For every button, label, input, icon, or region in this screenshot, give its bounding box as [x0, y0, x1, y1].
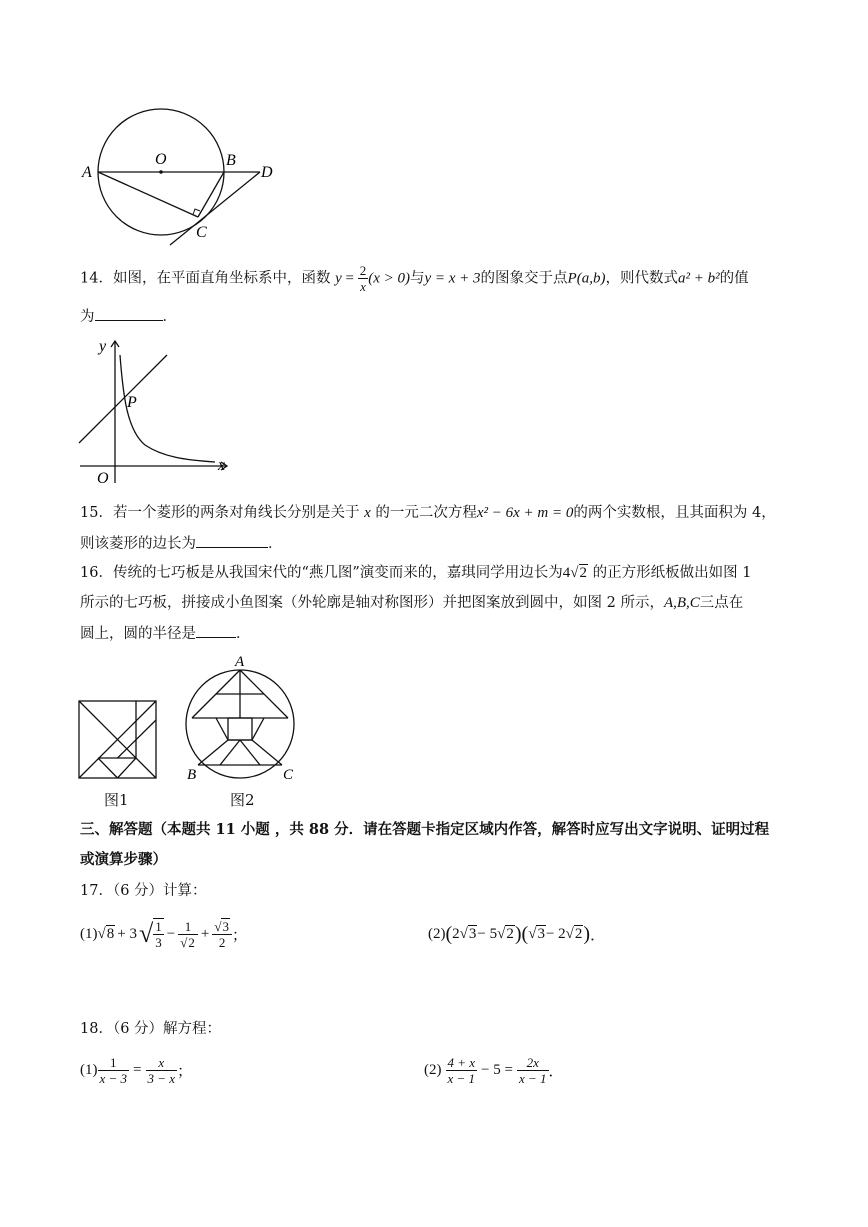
section3-line1: 三、解答题（本题共 11 小题 ，共 88 分．请在答题卡指定区域内作答，解答时应写出文字说明、证明过程	[80, 821, 770, 838]
q14-label-y: y	[99, 338, 107, 355]
q15-equation: x² − 6x + m = 0	[476, 505, 574, 521]
label-D: D	[261, 164, 273, 181]
q16-fig2-caption: 图2	[230, 791, 255, 809]
q14-label-O: O	[97, 470, 109, 487]
q14-number: 14．	[80, 270, 113, 287]
q14-label-P: P	[127, 394, 137, 411]
q15-var: x	[364, 505, 371, 521]
q15-text-a: 若一个菱形的两条对角线长分别是关于	[112, 505, 360, 521]
q17-number: 17．	[80, 883, 113, 899]
q14-expr: a² + b²	[677, 270, 720, 287]
q16-figure2	[180, 652, 300, 784]
q14-text-e: 的值	[719, 270, 749, 287]
q16-label-A: A	[235, 654, 245, 670]
q16-figure1	[76, 698, 160, 782]
q18-title	[80, 1019, 221, 1039]
q14-text-d: ，则代数式	[605, 270, 678, 287]
q14-figure	[75, 335, 240, 490]
q18-part2: (2) $\frac{4 + x}{x - 1}$ − 5 = $\frac{2x}{x - 1}$ ．	[424, 1054, 564, 1086]
q14-f2: y = x + 3	[424, 270, 481, 287]
q16-text-a: 传统的七巧板是从我国宋代的“燕几图”演变而来的，嘉琪同学用边长为	[112, 565, 563, 581]
q16-fig1-caption: 图1	[104, 791, 129, 809]
q14-point: P(a,b)	[567, 270, 606, 287]
label-O: O	[155, 151, 167, 168]
q14-f1-lhs: y	[335, 270, 342, 287]
q16-points: A,B,C	[663, 595, 700, 611]
q15-text-b: 的一元二次方程	[375, 505, 477, 521]
label-B: B	[226, 152, 236, 169]
q14-line1: 14．如图，在平面直角坐标系中，函数 y = $\frac{2}{x}$ (x > 0)与y = x + 3的图象交于点P(a,b)，则代数式a² + b²的值	[80, 263, 749, 294]
label-C: C	[196, 224, 207, 241]
q16-line2-text: 所示的七巧板，拼接成小鱼图案（外轮廓是轴对称图形）并把图案放到圆中，如图 2 所示，	[80, 595, 664, 611]
q14-text-b: 与	[409, 270, 425, 287]
q16-side-coef: 4	[562, 565, 571, 581]
q16-label-C: C	[283, 767, 294, 783]
q15-line2-text: 则该菱形的边长为	[80, 536, 196, 552]
q16-answer-blank[interactable]	[196, 623, 236, 638]
q14-text-a: 如图，在平面直角坐标系中，函数	[112, 270, 331, 287]
q17-title	[80, 881, 207, 901]
q14-label-x: x	[218, 457, 226, 474]
q18-part1: (1) $\frac{1}{x - 3}$ = $\frac{x}{3 - x}$ ；	[80, 1054, 193, 1086]
q15-number: 15．	[80, 505, 113, 521]
q14-line2-text: 为	[80, 309, 95, 325]
q14-text-c: 的图象交于点	[480, 270, 568, 287]
q16-end: ．	[236, 626, 251, 642]
q16-line1: 16．传统的七巧板是从我国宋代的“燕几图”演变而来的，嘉琪同学用边长为4√2 的正方形纸板做出如图 1	[80, 565, 752, 581]
q14-f1-fraction: $\frac{2}{x}$	[359, 263, 367, 294]
q15-line2	[80, 533, 283, 554]
q15-end: ．	[268, 536, 283, 552]
q15-answer-blank[interactable]	[196, 533, 268, 548]
label-A: A	[82, 164, 92, 181]
q16-line2	[80, 593, 743, 613]
q18-title-text: （6 分）解方程：	[112, 1021, 222, 1037]
q16-side-rad: 2	[579, 565, 588, 581]
q16-line3-text: 圆上，圆的半径是	[80, 626, 196, 642]
q16-number: 16．	[80, 565, 113, 581]
q17-title-text: （6 分）计算：	[112, 883, 207, 899]
q17-part1: (1) √ 8 + 3 √ $\frac{1}{3}$ − $\frac{1}{√2}$ + $\frac{√3}{2}$ ；	[80, 918, 247, 950]
q14-end: ．	[162, 309, 177, 325]
q16-label-B: B	[187, 767, 197, 783]
q14-line2	[80, 306, 177, 327]
q16-line2-end: 三点在	[699, 595, 744, 611]
q18-number: 18．	[80, 1021, 113, 1037]
q14-answer-blank[interactable]	[95, 306, 163, 321]
q13-figure	[78, 95, 288, 255]
q14-f1-cond: (x > 0)	[368, 270, 410, 287]
q15-text-c: 的两个实数根，且其面积为 4，	[573, 505, 776, 521]
q15-line1	[80, 503, 776, 523]
q16-line3	[80, 623, 251, 644]
q17-part2: (2) ( 2 √ 3 − 5 √ 2 ) ( √ 3 − 2 √ 2 ) ．	[428, 922, 606, 945]
section3-line2: 或演算步骤）	[80, 851, 167, 868]
q16-text-b: 的正方形纸板做出如图 1	[592, 565, 752, 581]
